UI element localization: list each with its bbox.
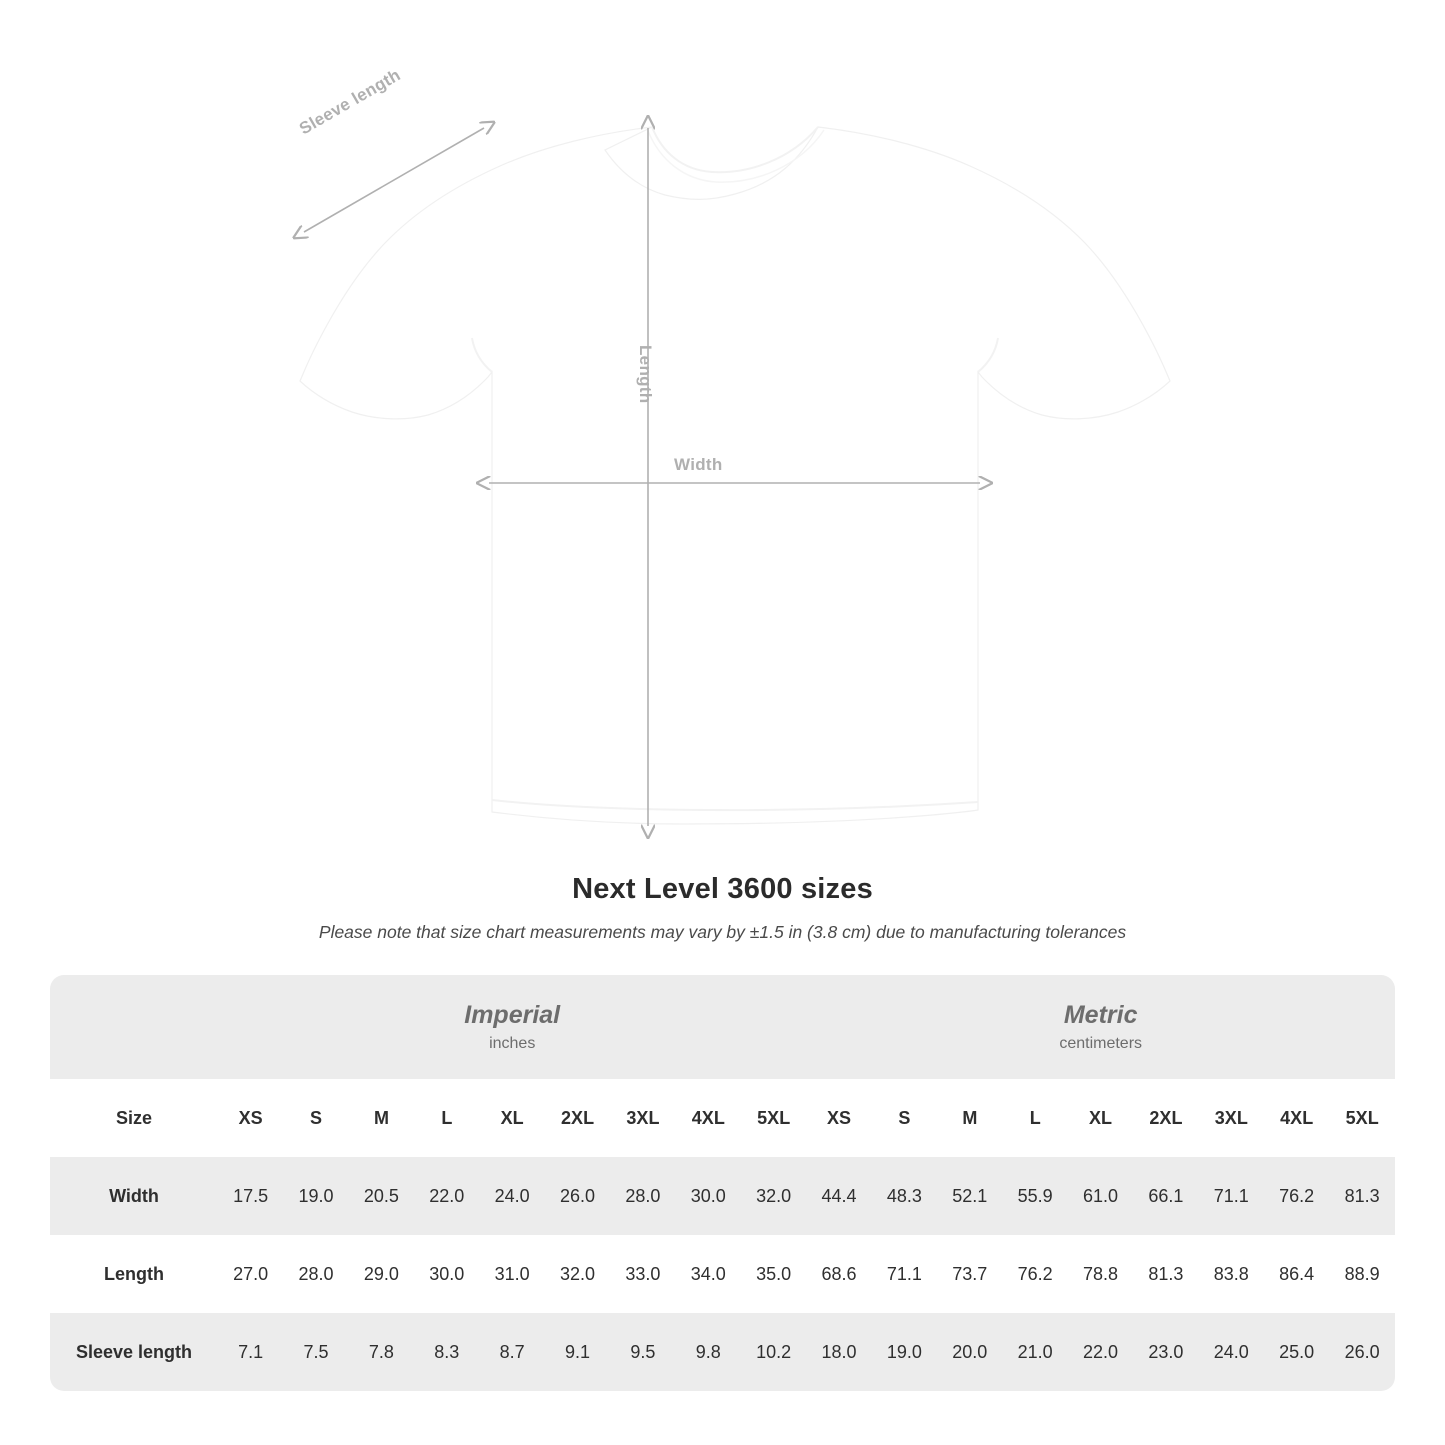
tshirt-shape [300,127,1170,824]
length-imp-7: 34.0 [676,1235,741,1313]
table-row-length [50,1235,1395,1313]
width-imp-2: 20.5 [349,1157,414,1235]
width-met-3: 55.9 [1003,1157,1068,1235]
size-table [50,975,1395,1391]
sleeve-met-2: 20.0 [937,1313,1002,1391]
size-header-row [50,1079,1395,1157]
size-header-imp-3: L [414,1079,479,1157]
table-row-width [50,1157,1395,1235]
sleeve-imp-6: 9.5 [610,1313,675,1391]
width-met-8: 81.3 [1329,1157,1395,1235]
size-header-met-0: XS [806,1079,871,1157]
unit-imperial-name: Imperial [464,1001,561,1030]
length-imp-2: 29.0 [349,1235,414,1313]
sleeve-met-3: 21.0 [1003,1313,1068,1391]
length-met-7: 86.4 [1264,1235,1329,1313]
size-header-met-2: M [937,1079,1002,1157]
size-header-label: Size [50,1079,218,1157]
sleeve-met-7: 25.0 [1264,1313,1329,1391]
sleeve-met-8: 26.0 [1329,1313,1395,1391]
length-met-5: 81.3 [1133,1235,1198,1313]
sleeve-imp-3: 8.3 [414,1313,479,1391]
sleeve-imp-7: 9.8 [676,1313,741,1391]
page-title: Next Level 3600 sizes [572,873,873,905]
sleeve-imp-5: 9.1 [545,1313,610,1391]
width-imp-0: 17.5 [218,1157,283,1235]
length-imp-0: 27.0 [218,1235,283,1313]
size-header-met-6: 3XL [1199,1079,1264,1157]
width-label: Width [674,455,723,474]
tolerance-note: Please note that size chart measurements may vary by ±1.5 in (3.8 cm) due to manufacturing tolerances [318,922,1127,942]
width-met-6: 71.1 [1199,1157,1264,1235]
sleeve-met-5: 23.0 [1133,1313,1198,1391]
unit-spacer [50,975,218,1079]
size-table-wrap [50,975,1395,1391]
width-imp-5: 26.0 [545,1157,610,1235]
size-header-imp-4: XL [480,1079,545,1157]
size-header-met-8: 5XL [1329,1079,1395,1157]
sleeve-imp-4: 8.7 [480,1313,545,1391]
length-met-2: 73.7 [937,1235,1002,1313]
unit-metric-name: Metric [1063,1001,1138,1030]
sleeve-met-4: 22.0 [1068,1313,1133,1391]
length-met-8: 88.9 [1329,1235,1395,1313]
length-met-3: 76.2 [1003,1235,1068,1313]
size-header-met-4: XL [1068,1079,1133,1157]
width-imp-3: 22.0 [414,1157,479,1235]
width-met-2: 52.1 [937,1157,1002,1235]
width-met-1: 48.3 [872,1157,937,1235]
length-met-0: 68.6 [806,1235,871,1313]
length-imp-5: 32.0 [545,1235,610,1313]
size-header-imp-1: S [283,1079,348,1157]
size-header-met-3: L [1003,1079,1068,1157]
size-header-imp-5: 2XL [545,1079,610,1157]
unit-metric [806,975,1395,1079]
length-imp-1: 28.0 [283,1235,348,1313]
sleeve-imp-2: 7.8 [349,1313,414,1391]
length-imp-6: 33.0 [610,1235,675,1313]
length-imp-3: 30.0 [414,1235,479,1313]
unit-header-row [50,975,1395,1079]
width-met-5: 66.1 [1133,1157,1198,1235]
size-header-imp-2: M [349,1079,414,1157]
length-met-4: 78.8 [1068,1235,1133,1313]
size-header-met-1: S [872,1079,937,1157]
size-header-imp-8: 5XL [741,1079,806,1157]
width-imp-1: 19.0 [283,1157,348,1235]
size-header-imp-7: 4XL [676,1079,741,1157]
width-met-4: 61.0 [1068,1157,1133,1235]
row-label-length: Length [50,1235,218,1313]
sleeve-met-6: 24.0 [1199,1313,1264,1391]
width-imp-7: 30.0 [676,1157,741,1235]
sleeve-met-0: 18.0 [806,1313,871,1391]
unit-metric-sub: centimeters [1059,1034,1143,1052]
row-label-width: Width [50,1157,218,1235]
length-label: Length [636,345,655,404]
width-met-7: 76.2 [1264,1157,1329,1235]
size-header-imp-6: 3XL [610,1079,675,1157]
width-imp-6: 28.0 [610,1157,675,1235]
unit-imperial-sub: inches [489,1034,536,1052]
sleeve-imp-0: 7.1 [218,1313,283,1391]
size-header-imp-0: XS [218,1079,283,1157]
sleeve-length-label: Sleeve length [296,65,404,139]
table-row-sleeve-length [50,1313,1395,1391]
row-label-sleeve-length: Sleeve length [50,1313,218,1391]
sleeve-imp-8: 10.2 [741,1313,806,1391]
sleeve-met-1: 19.0 [872,1313,937,1391]
length-imp-4: 31.0 [480,1235,545,1313]
width-imp-4: 24.0 [480,1157,545,1235]
width-met-0: 44.4 [806,1157,871,1235]
length-met-6: 83.8 [1199,1235,1264,1313]
sleeve-imp-1: 7.5 [283,1313,348,1391]
width-imp-8: 32.0 [741,1157,806,1235]
size-header-met-7: 4XL [1264,1079,1329,1157]
unit-imperial [218,975,806,1079]
length-met-1: 71.1 [872,1235,937,1313]
size-header-met-5: 2XL [1133,1079,1198,1157]
length-imp-8: 35.0 [741,1235,806,1313]
